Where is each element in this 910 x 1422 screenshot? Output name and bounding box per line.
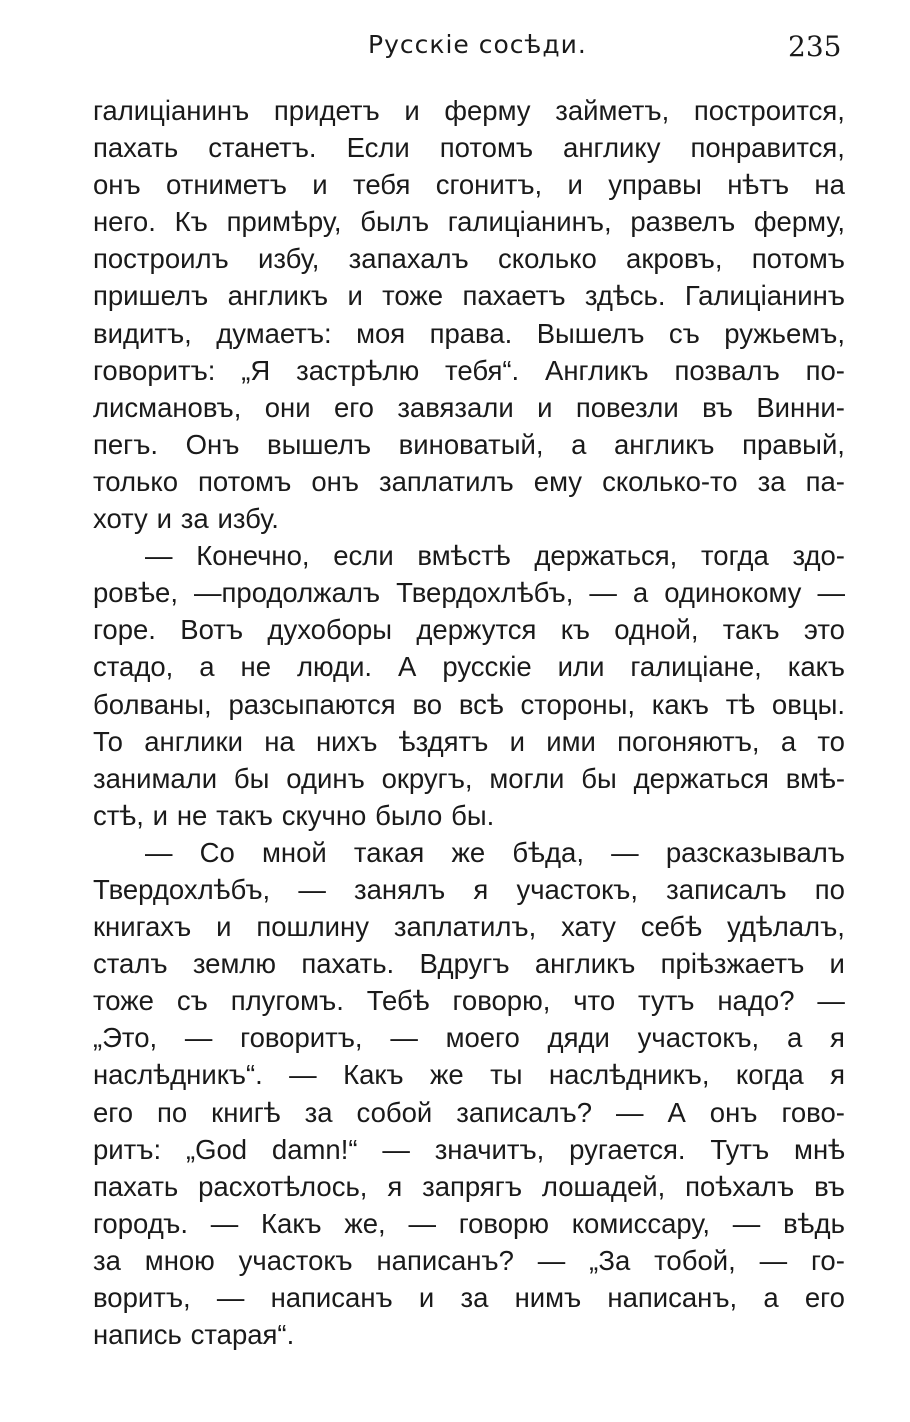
body-text [93, 92, 845, 1353]
text-line: за мною участокъ написанъ? — „За тобой, — го- [93, 1244, 845, 1276]
text-line: его по книгѣ за собой записалъ? — А онъ гово- [93, 1096, 845, 1128]
text-line: онъ отниметъ и тебя сгонитъ, и управы нѣтъ на [93, 169, 845, 201]
text-line: пахать станетъ. Если потомъ англику понравится, [93, 132, 845, 164]
paragraph [93, 537, 845, 834]
page-number: 235 [788, 30, 842, 63]
text-line: галиціанинъ придетъ и ферму займетъ, построится, [93, 95, 845, 126]
text-line: горе. Вотъ духоборы держутся къ одной, такъ это [93, 614, 845, 646]
text-line: пахать расхотѣлось, я запрягъ лошадей, поѣхалъ въ [93, 1170, 845, 1202]
text-line: воритъ, — написанъ и за нимъ написанъ, а его [93, 1282, 845, 1313]
text-line: занимали бы одинъ округъ, могли бы держаться вмѣ- [93, 762, 845, 794]
text-line: пегъ. Онъ вышелъ виноватый, а англикъ правый, [93, 428, 845, 460]
text-line: Твердохлѣбъ, — занялъ я участокъ, записалъ по [93, 873, 845, 905]
paragraph [93, 834, 845, 1353]
text-line: только потомъ онъ заплатилъ ему сколько-то за па- [93, 465, 845, 497]
text-line: видитъ, думаетъ: моя права. Вышелъ съ ружьемъ, [93, 317, 845, 349]
text-line: — Со мной такая же бѣда, — разсказывалъ [145, 836, 845, 868]
text-line: ровѣе, —продолжалъ Твердохлѣбъ, — а одинокому — [93, 577, 845, 609]
text-line: построилъ избу, запахалъ сколько акровъ, потомъ [93, 243, 845, 275]
text-line: него. Къ примѣру, былъ галиціанинъ, развелъ ферму, [93, 206, 845, 238]
text-line: лисмановъ, они его завязали и повезли въ Винни- [93, 391, 845, 423]
text-line: То англики на нихъ ѣздятъ и ими погоняютъ, а то [93, 725, 845, 757]
text-line: наслѣдникъ“. — Какъ же ты наслѣдникъ, когда я [93, 1059, 845, 1091]
text-line: пришелъ англикъ и тоже пахаетъ здѣсь. Галиціанинъ [93, 280, 845, 312]
text-line: — Конечно, если вмѣстѣ держаться, тогда здо- [145, 540, 845, 572]
text-line: тоже съ плугомъ. Тебѣ говорю, что тутъ надо? — [93, 985, 845, 1017]
text-line: стѣ, и не такъ скучно было бы. [93, 799, 495, 831]
text-line: болваны, разсыпаются во всѣ стороны, какъ тѣ овцы. [93, 688, 845, 720]
text-line: „Это, — говоритъ, — моего дяди участокъ, а я [93, 1022, 845, 1054]
text-line: говоритъ: „Я застрѣлю тебя“. Англикъ позвалъ по- [93, 354, 845, 386]
running-title: Русскіе сосѣди. [368, 30, 587, 59]
text-line: стадо, а не люди. А русскіе или галиціане, какъ [93, 651, 845, 683]
text-line: городъ. — Какъ же, — говорю комиссару, — вѣдь [93, 1207, 845, 1239]
text-line: напись старая“. [93, 1319, 295, 1351]
text-line: ритъ: „God damn!“ — значитъ, ругается. Тутъ мнѣ [93, 1133, 845, 1165]
text-line: книгахъ и пошлину заплатилъ, хату себѣ удѣлалъ, [93, 911, 845, 943]
text-line: сталъ землю пахать. Вдругъ англикъ пріѣзжаетъ и [93, 948, 845, 980]
running-header [0, 30, 910, 64]
text-line: хоту и за избу. [93, 503, 279, 535]
paragraph [93, 92, 845, 537]
